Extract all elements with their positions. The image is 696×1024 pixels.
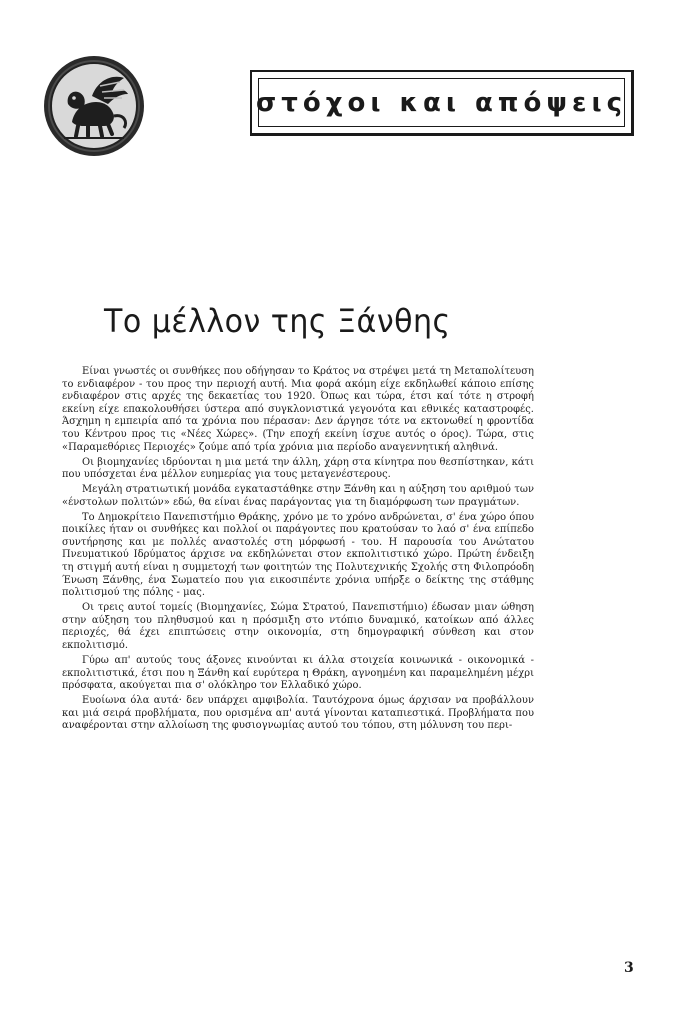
article-body [62, 366, 534, 735]
section-header-box [250, 70, 634, 136]
article-paragraph: Οι τρεις αυτοί τομείς (Βιομηχανίες, Σώμα Στρατού, Πανεπιστήμιο) έδωσαν μιαν ώθηση στην αύξηση του πληθυσμού και η πρόσμιξη στο ντόπιο δυναμικό, κατοίκων από άλλες περιοχές, θά έχει επιπτώσεις στην οικονομία, στη δημογραφική σύνθεση και στον εκπολιτισμό. [62, 602, 534, 652]
article-paragraph: Οι βιομηχανίες ιδρύονται η μια μετά την άλλη, χάρη στα κίνητρα που θεσπίστηκαν, κάτι που υπόσχεται ένα μέλλον ευημερίας για τους μεταγενέστερους. [62, 456, 534, 481]
section-header-inner-frame [258, 78, 625, 127]
winged-lion-coin-icon [40, 52, 148, 160]
article-paragraph: Μεγάλη στρατιωτική μονάδα εγκαταστάθηκε στην Ξάνθη και η αύξηση του αριθμού των «ένστολων πολιτών» εδώ, θα είναι ένας παράγοντας για τη διαμόρφωση των πραγμάτων. [62, 484, 534, 508]
article-paragraph: Ευοίωνα όλα αυτά· δεν υπάρχει αμφιβολία. Ταυτόχρονα όμως άρχισαν να προβάλλουν και μιά σειρά προβλήματα, που ορισμένα απ' αυτά γίνονται καταπιεστικά. Προβλήματα που αναφέρονται στην αλλοίωση της φυσιογνωμίας αυτού του τόπου, στη μόλυνση του περι- [62, 695, 534, 732]
article-paragraph: Το Δημοκρίτειο Πανεπιστήμιο Θράκης, χρόνο με το χρόνο ανδρώνεται, σ' ένα χώρο όπου ποικίλες ήταν οι συνθήκες και πολλοί οι παράγοντες που κρατούσαν το λαό σ' ένα επίπεδο συντήρησης και με πολλές αναστολές στη μόρφωσή - του. Η παρουσία του Ανώτατου Πνευματικού Ιδρύματος άρχισε να εκδηλώνεται στον εκπολιτιστικό χώρο. Πρώτη ένδειξη τη στιγμή αυτή είναι η συμμετοχή των φοιτητών της Πολυτεχνικής Σχολής στη Φιλοπρόοδη Ένωση Ξάνθης, ένα Σωματείο που για εικοσιπέντε χρόνια υπήρξε ο δείκτης της στάθμης πολιτισμού της πόλης - μας. [62, 511, 534, 599]
article-paragraph: Γύρω απ' αυτούς τους άξονες κινούνται κι άλλα στοιχεία κοινωνικά - οικονομικά - εκπολιτιστικά, έτσι που η Ξάνθη καί ευρύτερα η Θράκη, αγνοημένη και παραμελημένη μέχρι πρόσφατα, ακούγεται πια σ' ολόκληρο τον Ελλαδικό χώρο. [62, 655, 534, 692]
article-title: Το μέλλον της Ξάνθης [104, 302, 451, 340]
page-number: 3 [624, 960, 634, 976]
article-paragraph: Είναι γνωστές οι συνθήκες που οδήγησαν το Κράτος να στρέψει μετά τη Μεταπολίτευση το ενδιαφέρον - του προς την περιοχή αυτή. Μια φορά ακόμη είχε εκδηλωθεί κάποιο επίσης ενδιαφέρον στις αρχές της δεκαετίας του 1920. Όπως και τώρα, έτσι καί τότε η στροφή εκείνη είχε επακολουθήσει ύστερα από συγκλονιστικά γεγονότα και εθνικές καταστροφές. Άσχημη η εμπειρία από τα χρόνια που πέρασαν: Δεν άργησε τότε να εκτονωθεί η φροντίδα του Κέντρου προς τις «Νέες Χώρες». (Την εποχή εκείνη ίσχυε αυτός ο όρος). Τώρα, στις «Παραμεθόριες Περιοχές» ζούμε από τρία χρόνια μια περίοδο αναγεννητική αληθινά. [62, 366, 534, 453]
section-title: στόχοι και απόψεις [256, 87, 627, 118]
